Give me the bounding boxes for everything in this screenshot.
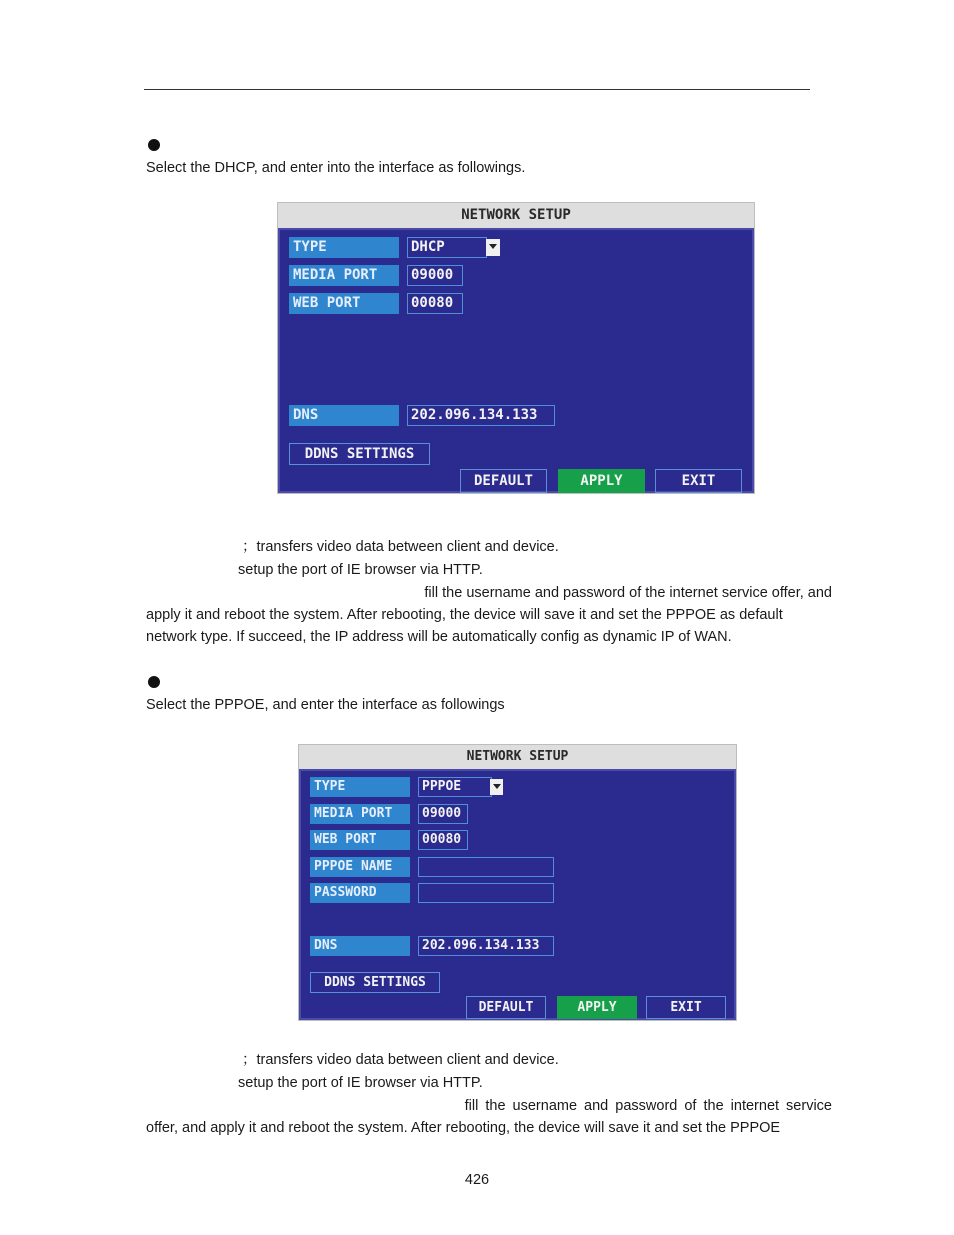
dns-label: DNS xyxy=(289,405,399,426)
dns-input[interactable]: 202.096.134.133 xyxy=(407,405,555,426)
dhcp-pppoe-desc-line1: fill the username and password of the internet service offer, and xyxy=(424,585,832,601)
dns-label: DNS xyxy=(310,936,410,956)
pppoe-desc-line2: offer, and apply it and reboot the system. After rebooting, the device will save it and set the PPPOE xyxy=(146,1120,781,1136)
media-port-input[interactable]: 09000 xyxy=(407,265,463,286)
exit-button[interactable]: EXIT xyxy=(655,469,742,493)
ddns-settings-button[interactable]: DDNS SETTINGS xyxy=(310,972,440,993)
web-port-label: WEB PORT xyxy=(310,830,410,850)
type-select[interactable]: PPPOE xyxy=(418,777,492,797)
type-label: TYPE xyxy=(310,777,410,797)
bullet-dhcp xyxy=(148,139,160,151)
apply-button[interactable]: APPLY xyxy=(557,996,637,1019)
header-rule xyxy=(144,89,810,90)
pppoe-name-input[interactable] xyxy=(418,857,554,877)
password-label: PASSWORD xyxy=(310,883,410,903)
page-number: 426 xyxy=(464,1172,490,1188)
password-input[interactable] xyxy=(418,883,554,903)
chevron-down-icon[interactable] xyxy=(486,239,500,256)
dhcp-network-setup-screen xyxy=(277,202,755,494)
bullet-pppoe xyxy=(148,676,160,688)
pppoe-name-label: PPPOE NAME xyxy=(310,857,410,877)
dhcp-pppoe-desc-line2: apply it and reboot the system. After rebooting, the device will save it and set the PPPOE as default xyxy=(146,607,783,623)
dhcp-pppoe-desc-line3: network type. If succeed, the IP address will be automatically config as dynamic IP of WAN. xyxy=(146,629,732,645)
pppoe-web-port-desc: setup the port of IE browser via HTTP. xyxy=(238,1075,483,1091)
exit-button[interactable]: EXIT xyxy=(646,996,726,1019)
media-port-input[interactable]: 09000 xyxy=(418,804,468,824)
chevron-down-icon[interactable] xyxy=(490,779,503,795)
web-port-label: WEB PORT xyxy=(289,293,399,314)
web-port-input[interactable]: 00080 xyxy=(418,830,468,850)
dhcp-web-port-desc: setup the port of IE browser via HTTP. xyxy=(238,562,483,578)
apply-button[interactable]: APPLY xyxy=(558,469,645,493)
default-button[interactable]: DEFAULT xyxy=(460,469,547,493)
screen-title: NETWORK SETUP xyxy=(278,203,754,228)
dhcp-media-port-desc: ；transfers video data between client and device. xyxy=(242,539,559,555)
screen-title: NETWORK SETUP xyxy=(299,745,736,769)
ddns-settings-button[interactable]: DDNS SETTINGS xyxy=(289,443,430,465)
type-label: TYPE xyxy=(289,237,399,258)
media-port-label: MEDIA PORT xyxy=(310,804,410,824)
dhcp-intro: Select the DHCP, and enter into the interface as followings. xyxy=(146,160,526,176)
pppoe-media-port-desc: ；transfers video data between client and device. xyxy=(242,1052,559,1068)
dns-input[interactable]: 202.096.134.133 xyxy=(418,936,554,956)
default-button[interactable]: DEFAULT xyxy=(466,996,546,1019)
pppoe-intro: Select the PPPOE, and enter the interface as followings xyxy=(146,697,505,713)
pppoe-desc-line1: fill the username and password of the internet service xyxy=(464,1098,832,1114)
media-port-label: MEDIA PORT xyxy=(289,265,399,286)
web-port-input[interactable]: 00080 xyxy=(407,293,463,314)
type-select[interactable]: DHCP xyxy=(407,237,487,258)
pppoe-network-setup-screen xyxy=(298,744,737,1021)
